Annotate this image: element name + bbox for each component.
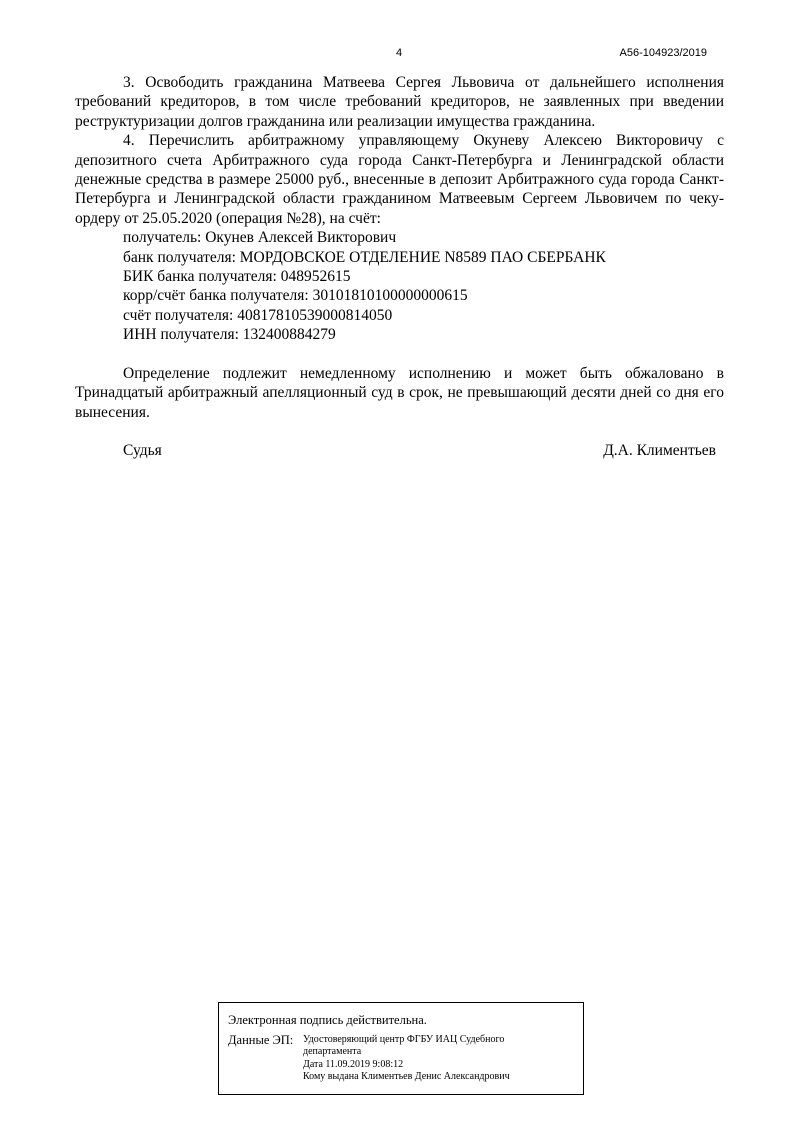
esig-issued-to: Кому выдана Климентьев Денис Александрович [303,1071,510,1083]
document-body [75,73,724,461]
payment-recipient-account: счёт получателя: 40817810539000814050 [123,306,393,324]
esig-details [303,1034,510,1084]
electronic-signature-stamp [218,1002,584,1095]
payment-details [75,228,724,344]
payment-recipient: получатель: Окунев Алексей Викторович [123,229,397,247]
judge-name: Д.А. Климентьев [603,441,716,459]
signature-row [75,441,724,461]
spacer [75,345,724,364]
payment-bik: БИК банка получателя: 048952615 [123,268,351,286]
case-number: А56-104923/2019 [619,47,707,59]
esig-certificate-authority-cont: департамента [303,1046,362,1058]
esig-label: Данные ЭП: [228,1033,294,1047]
paragraph-4: 4. Перечислить арбитражному управляющему Окуневу Алексею Викторовичу с депозитного счета Арбитражного суда города Санкт-Петербурга и Ленинградской области денежные средства в размере 25000 руб., внесенные в депозит Арбитражного суда города Санкт-Петербурга и Ленинградской области гражданином Матвеевым Сергеем Львовичем по чеку-ордеру от 25.05.2020 (операция №28), на счёт: [75,132,724,227]
payment-corr-account: корр/счёт банка получателя: 30101810100000000615 [123,287,468,305]
paragraph-3: 3. Освободить гражданина Матвеева Сергея Львовича от дальнейшего исполнения требований кредиторов, в том числе требований кредиторов, не заявленных при введении реструктуризации долгов гражданина или реализации имущества гражданина. [75,74,724,130]
esig-certificate-authority: Удостоверяющий центр ФГБУ ИАЦ Судебного [303,1034,505,1045]
judge-label: Судья [123,441,162,459]
esig-date: Дата 11.09.2019 9:08:12 [303,1058,404,1070]
page-number: 4 [395,47,403,59]
payment-bank: банк получателя: МОРДОВСКОЕ ОТДЕЛЕНИЕ N8589 ПАО СБЕРБАНК [123,248,606,266]
esig-title: Электронная подпись действительна. [228,1013,427,1027]
payment-inn: ИНН получателя: 132400884279 [123,326,336,344]
final-paragraph: Определение подлежит немедленному исполнению и может быть обжаловано в Тринадцатый арбитражный апелляционный суд в срок, не превышающий десяти дней со дня его вынесения. [75,364,724,421]
